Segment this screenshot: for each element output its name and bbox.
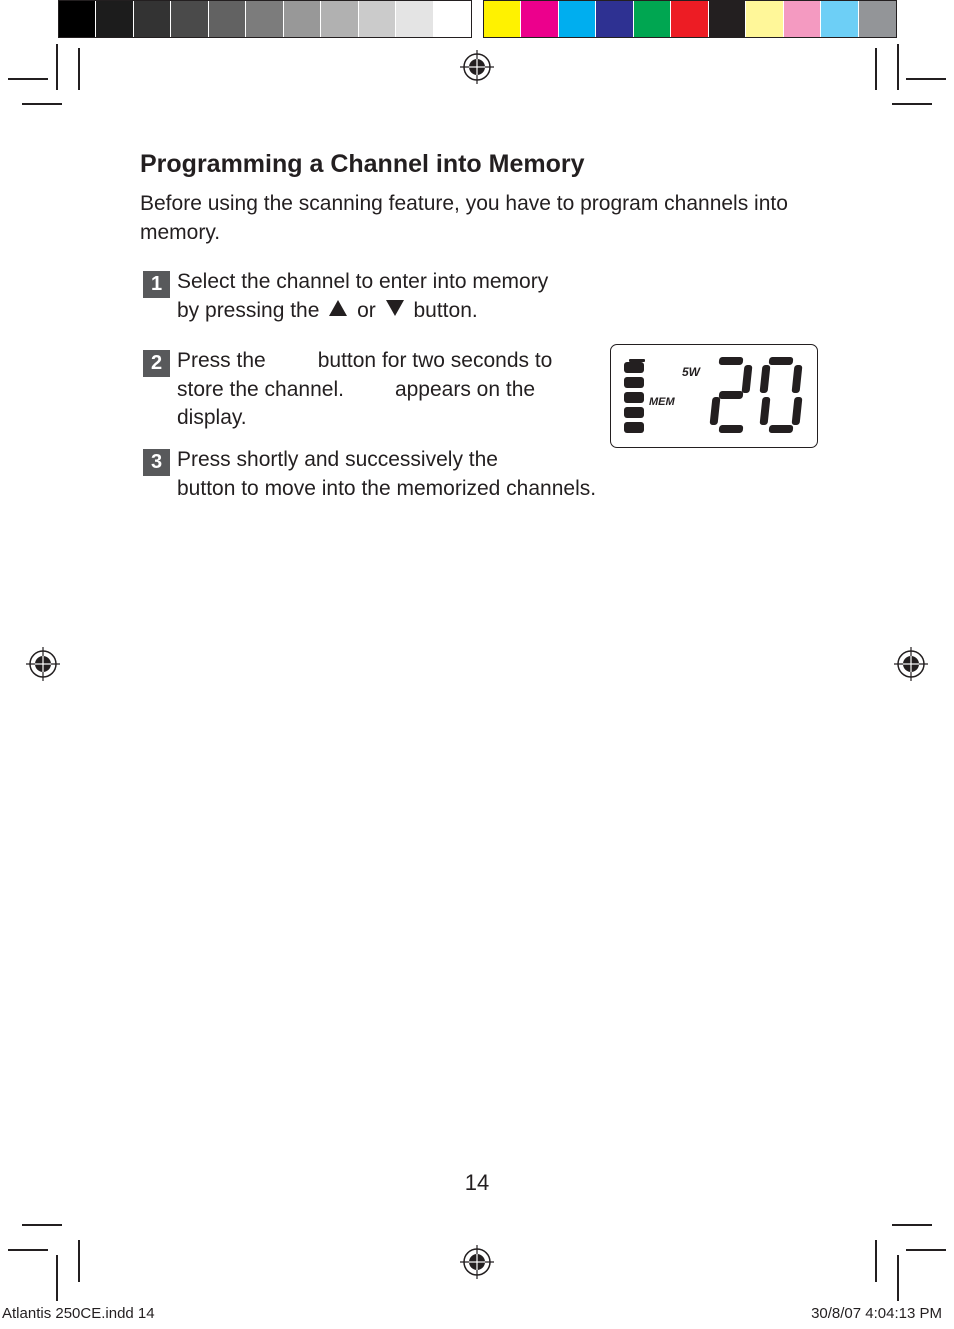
calibration-swatch [671,1,708,37]
step-1-line-2-end: button. [413,298,478,322]
lcd-segment [710,397,721,425]
crop-mark [897,44,899,90]
step-number-badge: 3 [143,449,170,476]
intro-paragraph: Before using the scanning feature, you have to program channels into memory. [140,192,788,244]
calibration-swatch [821,1,858,37]
lcd-segment [769,357,794,365]
calibration-swatch [484,1,521,37]
gray-calibration-bar [58,0,472,38]
crop-mark [892,103,932,105]
crop-mark [22,1224,62,1226]
calibration-swatch [859,1,896,37]
crop-mark [897,1255,899,1301]
calibration-swatch [396,1,433,37]
calibration-swatch [321,1,358,37]
triangle-up-icon [329,300,347,316]
calibration-swatch [434,1,471,37]
step-1-or: or [357,298,376,322]
step-2-line-2-end: appears on the [394,377,536,401]
calibration-swatch [209,1,246,37]
calibration-swatch [746,1,783,37]
step-2-line-1 [177,347,552,376]
step-3-line-2: button to move into the memorized channels. [177,476,597,500]
step-2-text [177,347,552,433]
step-2-line-2 [177,376,552,405]
crop-mark [875,48,877,90]
calibration-swatch [559,1,596,37]
lcd-segment [760,365,771,393]
lcd-segment [792,397,803,425]
crop-mark [56,44,58,90]
lcd-channel-digits-value: 20 [611,345,613,346]
step-1-line-1: Select the channel to enter into memory [177,270,549,293]
crop-mark [875,1240,877,1282]
crop-mark [8,1249,48,1251]
step-2-line-3: display. [177,406,247,429]
step-3-text [177,446,596,503]
calibration-swatch [171,1,208,37]
lcd-segment [719,391,744,399]
crop-mark [56,1255,58,1301]
lcd-segment [719,357,744,365]
color-calibration-bar [483,0,897,38]
crop-mark [906,78,946,80]
battery-level-icon [624,359,645,433]
calibration-swatch [596,1,633,37]
calibration-swatch [634,1,671,37]
lcd-mem-label: MEM [649,396,675,408]
crop-mark [78,48,80,90]
calibration-swatch [284,1,321,37]
registration-mark-icon [894,647,928,681]
calibration-swatch [359,1,396,37]
registration-mark-icon [460,50,494,84]
crop-mark [78,1240,80,1282]
step-1-line-2 [177,297,548,326]
calibration-swatch [784,1,821,37]
calibration-swatch [246,1,283,37]
crop-mark [22,103,62,105]
calibration-swatch [96,1,133,37]
lcd-segment [742,365,753,393]
step-2-line-1-start: Press the [177,349,266,372]
calibration-swatch [709,1,746,37]
lcd-segment [760,397,771,425]
registration-mark-icon [460,1245,494,1279]
triangle-down-icon [386,300,404,316]
crop-mark [892,1224,932,1226]
page-number: 14 [464,1170,490,1195]
footer-timestamp: 30/8/07 4:04:13 PM [811,1305,942,1322]
calibration-swatch [521,1,558,37]
step-2-line-1-end: button for two seconds to [317,349,553,372]
step-1-line-2-start: by pressing the [177,298,320,322]
step-number-badge: 2 [143,350,170,377]
crop-mark [906,1249,946,1251]
lcd-segment [792,365,803,393]
page-title: Programming a Channel into Memory [140,150,585,178]
lcd-power-label: 5W [682,365,700,379]
footer-file-name: Atlantis 250CE.indd 14 [2,1305,155,1322]
registration-mark-icon [26,647,60,681]
lcd-segment [769,425,794,433]
step-number-badge: 1 [143,271,170,298]
lcd-channel-digits [710,357,803,433]
calibration-swatch [134,1,171,37]
lcd-display [610,344,818,448]
calibration-swatch [59,1,96,37]
lcd-segment [719,425,744,433]
crop-mark [8,78,48,80]
step-1-text [177,268,548,325]
step-2-line-2-start: store the channel. [177,377,344,401]
step-3-line-1: Press shortly and successively the [177,448,498,471]
